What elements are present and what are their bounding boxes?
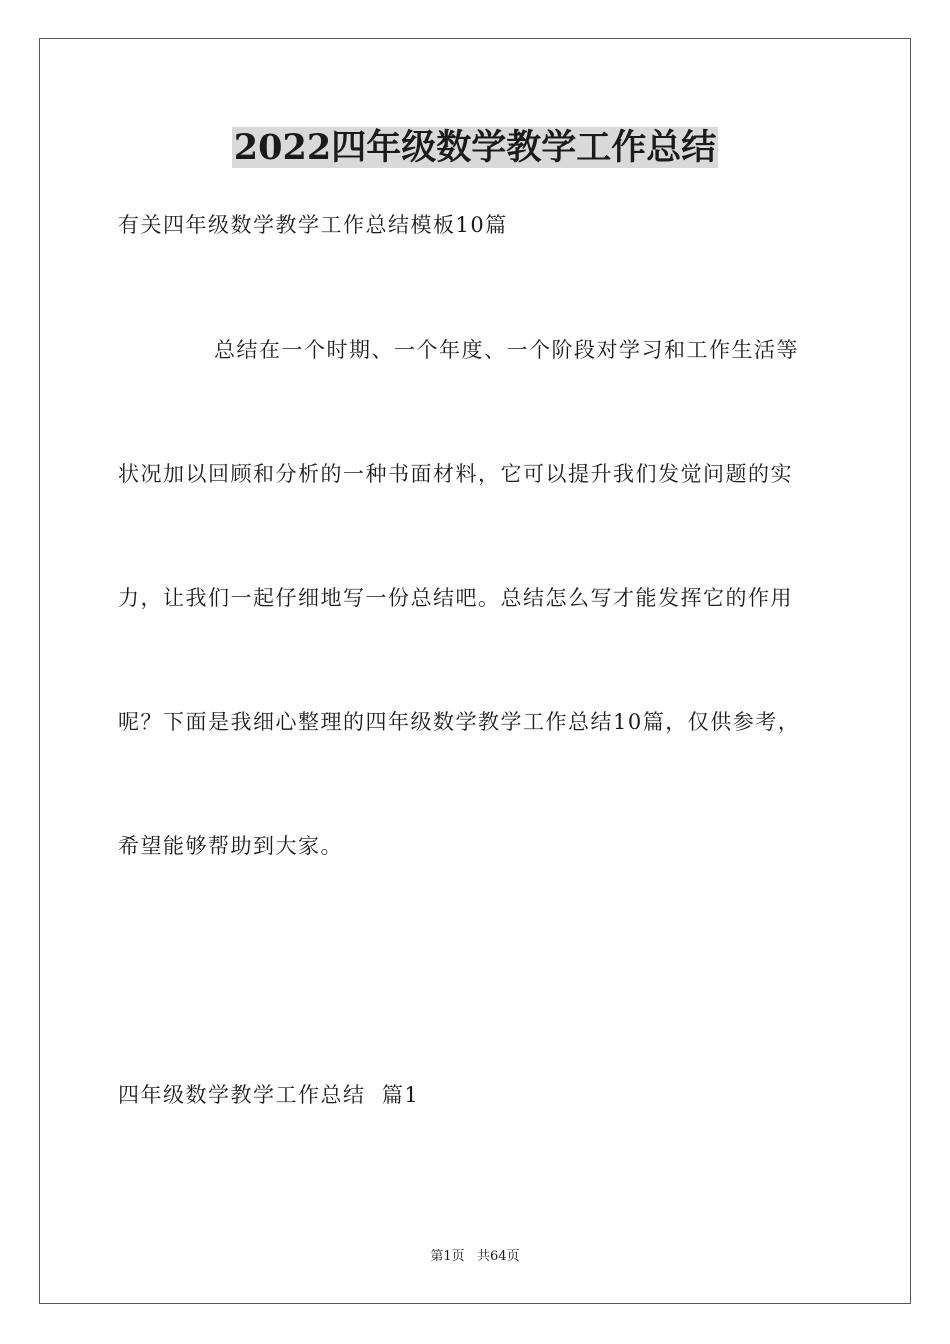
page-number-footer: 第1页 共64页 [430,1249,520,1264]
body-line-5: 希望能够帮助到大家。 [118,834,343,858]
body-line-3: 力，让我们一起仔细地写一份总结吧。总结怎么写才能发挥它的作用 [118,586,793,610]
document-title [0,124,950,172]
document-subtitle: 有关四年级数学教学工作总结模板10篇 [118,213,508,237]
body-line-4: 呢？下面是我细心整理的四年级数学教学工作总结10篇，仅供参考， [118,710,801,734]
body-line-2: 状况加以回顾和分析的一种书面材料，它可以提升我们发觉问题的实 [118,462,793,486]
body-line-1: 总结在一个时期、一个年度、一个阶段对学习和工作生活等 [214,338,799,362]
document-title-text: 2022四年级数学教学工作总结 [233,127,717,168]
section-heading: 四年级数学教学工作总结 篇1 [118,1083,420,1107]
